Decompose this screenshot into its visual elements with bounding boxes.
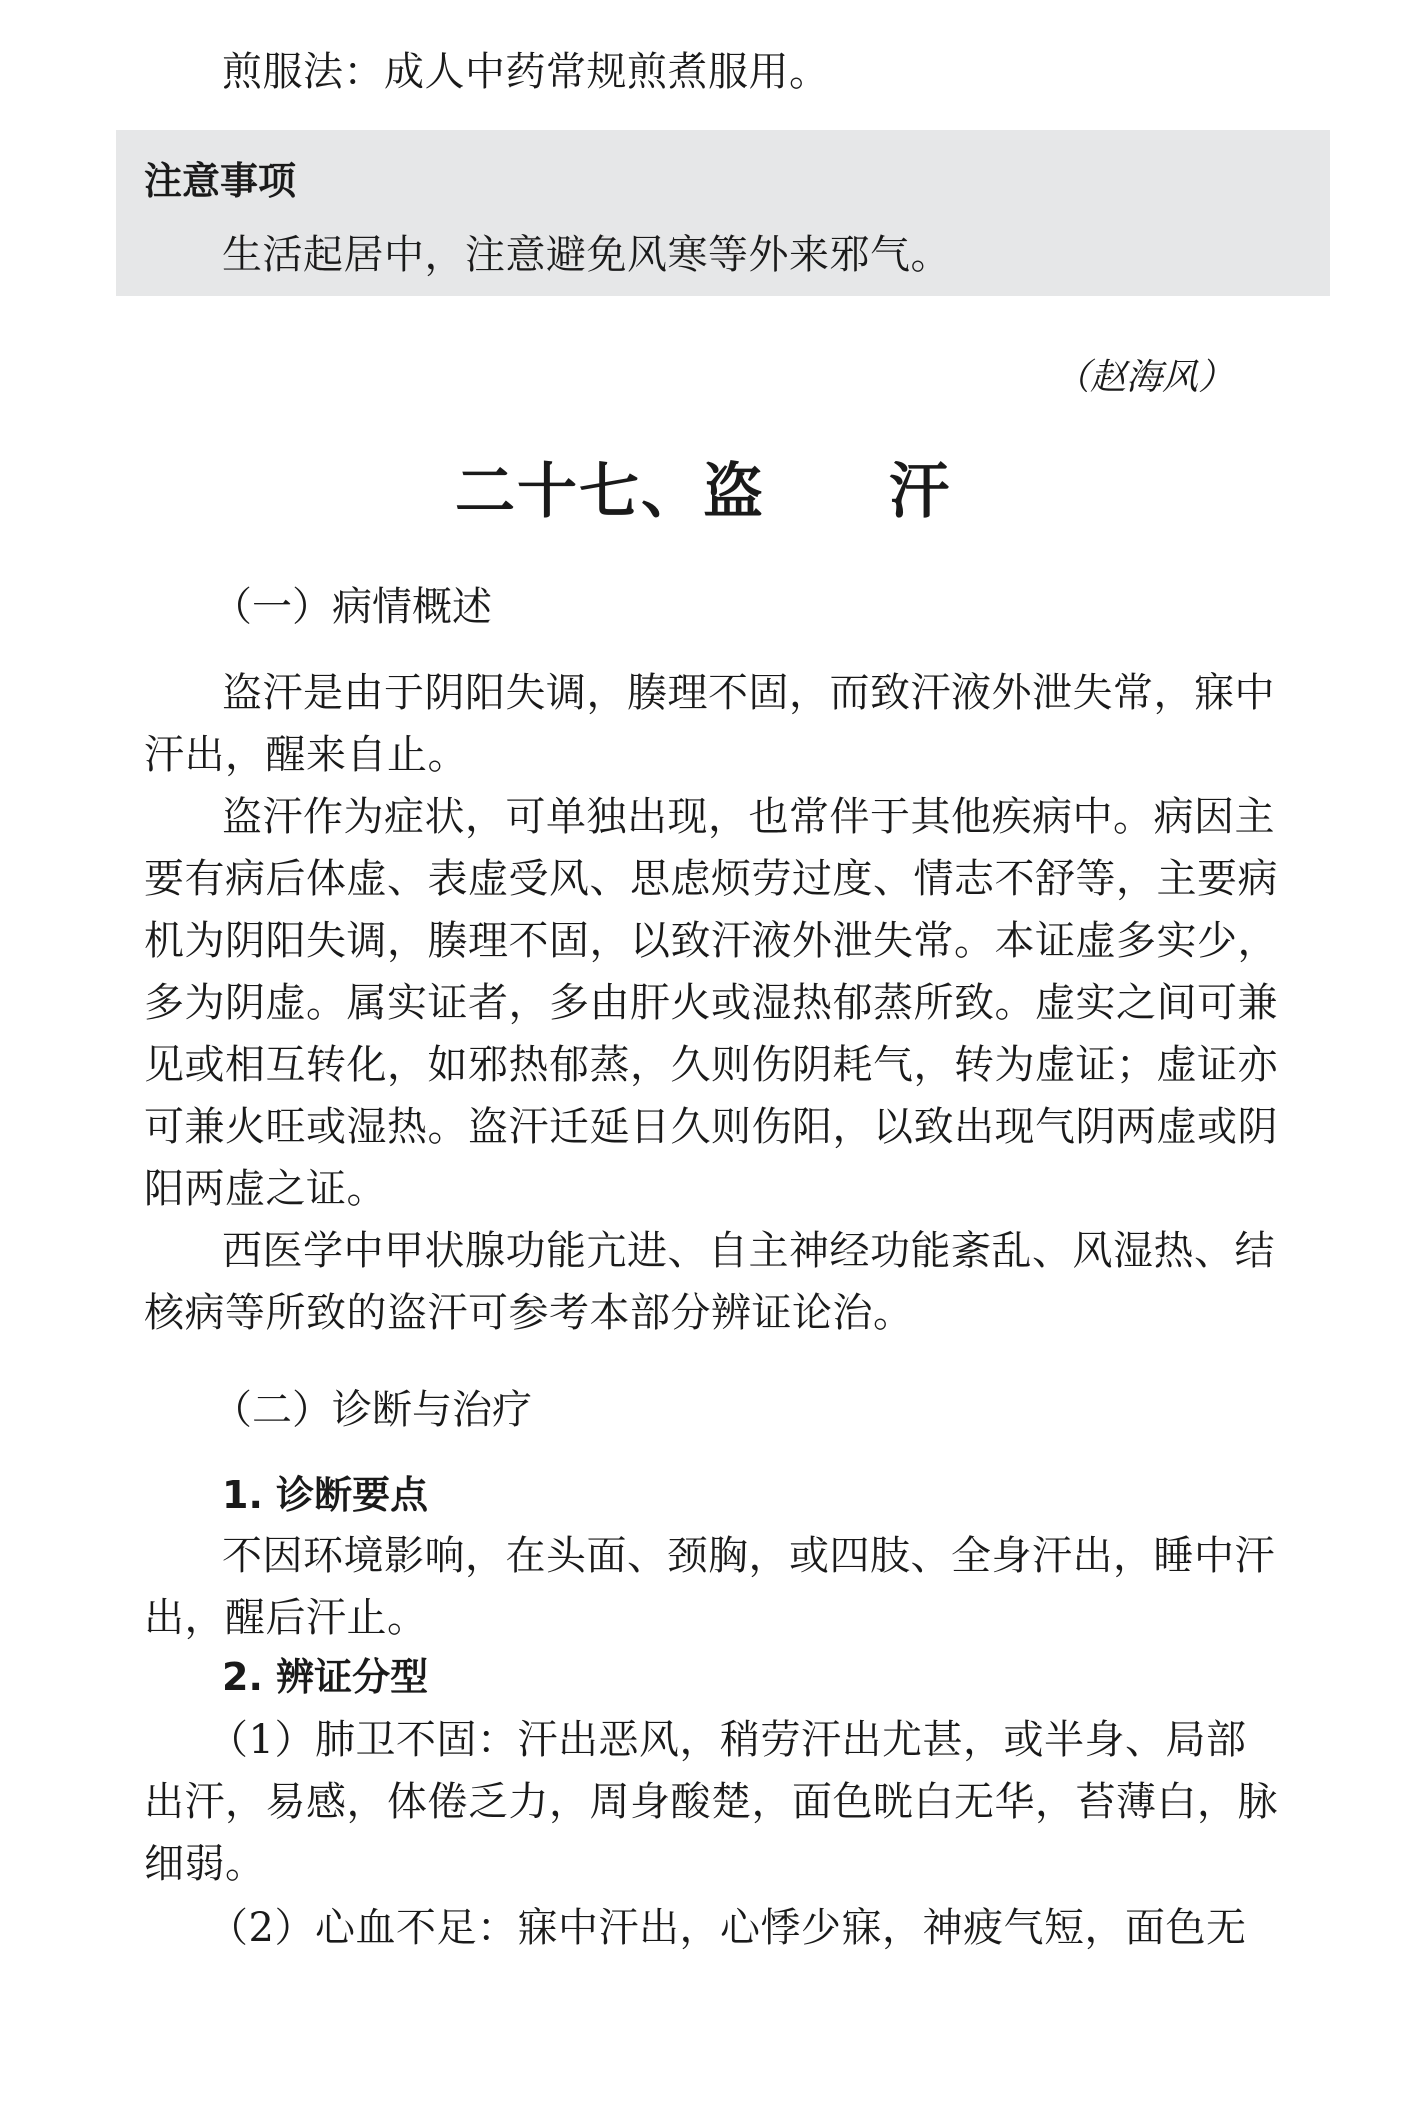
chapter-title: 二十七、盗 汗 [455,457,951,527]
paragraph-line: 盗汗是由于阴阳失调，腠理不固，而致汗液外泄失常，寐中 [222,670,1275,716]
subheading-diagnosis-points: 1. 诊断要点 [222,1473,429,1517]
notes-title: 注意事项 [144,159,297,203]
paragraph-line: 可兼火旺或湿热。盗汗迁延日久则伤阳，以致出现气阴两虚或阴 [144,1104,1278,1150]
section-heading-diagnosis: （二）诊断与治疗 [212,1387,532,1433]
paragraph-line: 盗汗作为症状，可单独出现，也常伴于其他疾病中。病因主 [222,794,1275,840]
paragraph-line: 核病等所致的盗汗可参考本部分辨证论治。 [144,1290,914,1336]
section-heading-overview: （一）病情概述 [212,584,492,630]
notes-body: 生活起居中，注意避免风寒等外来邪气。 [222,232,951,278]
paragraph-line: 多为阴虚。属实证者，多由肝火或湿热郁蒸所致。虚实之间可兼 [144,980,1278,1026]
subheading-syndrome-types: 2. 辨证分型 [222,1655,429,1699]
paragraph-line: 西医学中甲状腺功能亢进、自主神经功能紊乱、风湿热、结 [222,1228,1275,1274]
paragraph-line: 出汗，易感，体倦乏力，周身酸楚，面色晄白无华，苔薄白，脉 [144,1779,1278,1825]
paragraph-line: 不因环境影响，在头面、颈胸，或四肢、全身汗出，睡中汗 [222,1533,1275,1579]
paragraph-line: 机为阴阳失调，腠理不固，以致汗液外泄失常。本证虚多实少， [144,918,1278,964]
paragraph-line: 要有病后体虚、表虚受风、思虑烦劳过度、情志不舒等，主要病 [144,856,1278,902]
paragraph-line: （2）心血不足：寐中汗出，心悸少寐，神疲气短，面色无 [208,1905,1247,1951]
paragraph-line: 细弱。 [144,1841,266,1887]
paragraph-line: 见或相互转化，如邪热郁蒸，久则伤阴耗气，转为虚证；虚证亦 [144,1042,1278,1088]
paragraph-line: 阳两虚之证。 [144,1166,387,1212]
preparation-line: 煎服法：成人中药常规煎煮服用。 [222,49,830,95]
paragraph-line: 汗出，醒来自止。 [144,732,468,778]
paragraph-line: （1）肺卫不固：汗出恶风，稍劳汗出尤甚，或半身、局部 [208,1717,1247,1763]
author-attribution: （赵海风） [1053,357,1234,398]
paragraph-line: 出，醒后汗止。 [144,1595,428,1641]
